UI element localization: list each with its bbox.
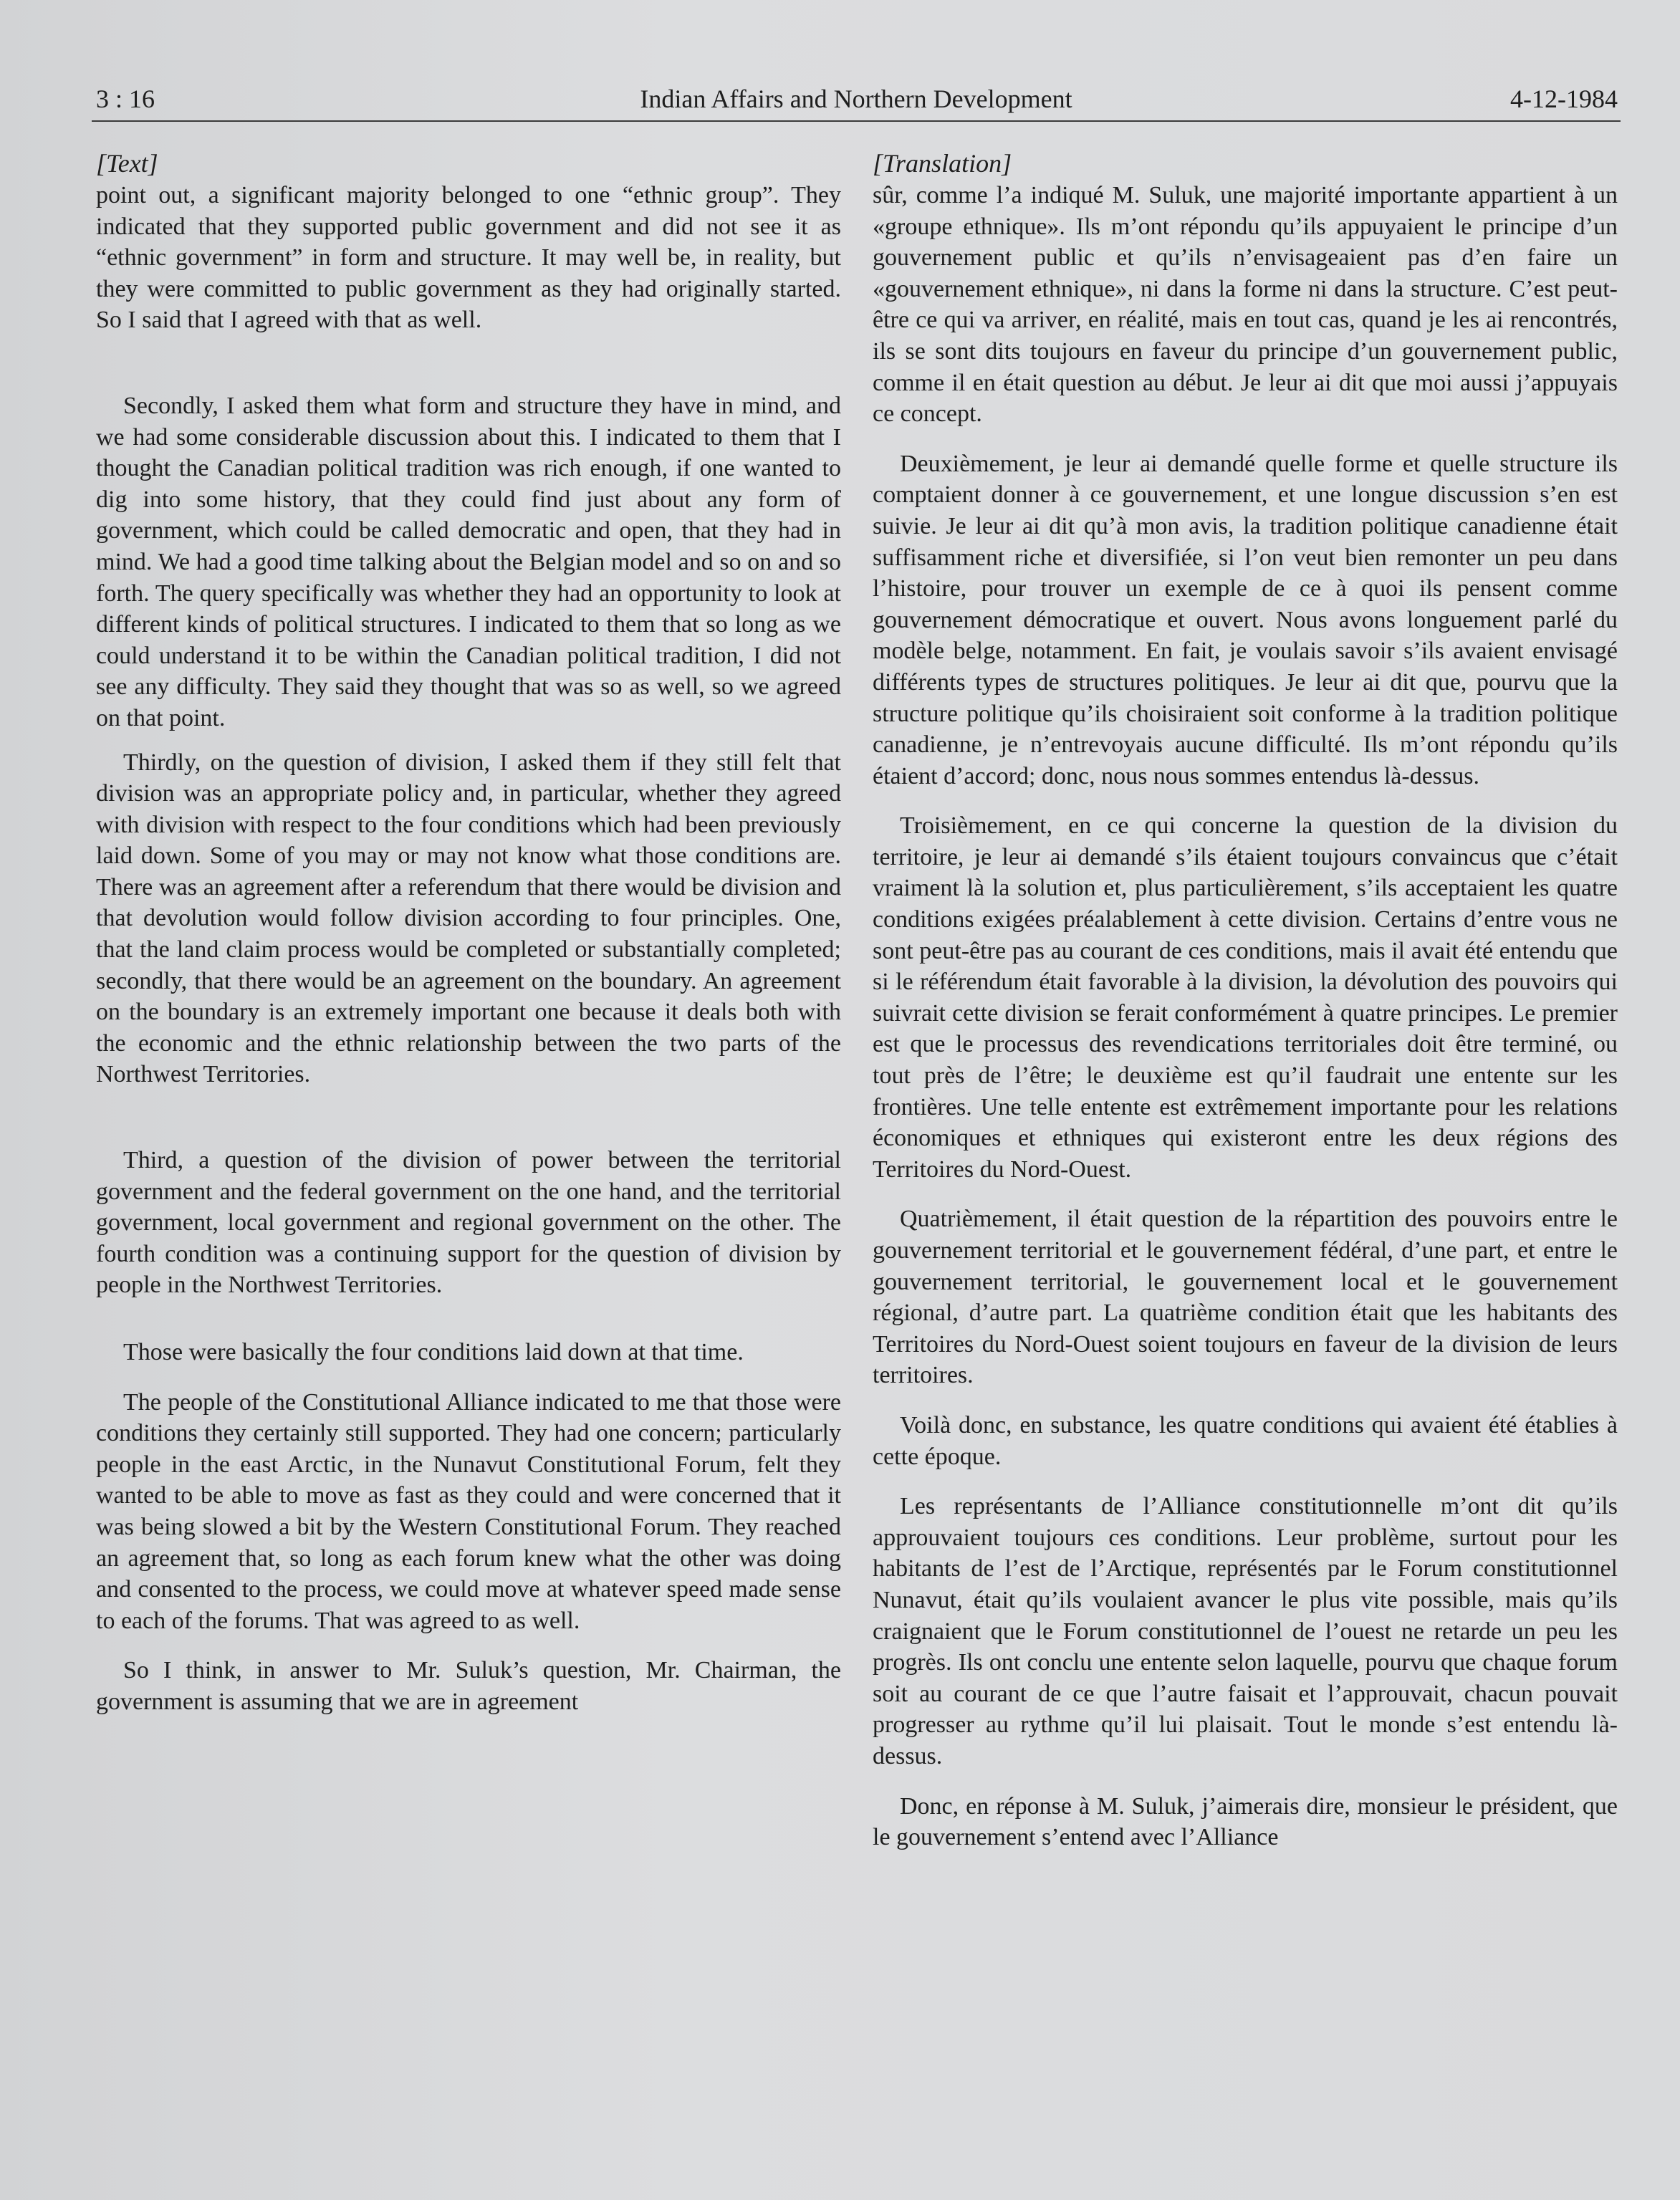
english-text-column <box>96 147 841 1718</box>
paragraph: sûr, comme l’a indiqué M. Suluk, une majorité importante appartient à un «groupe ethnique». Ils m’ont répondu qu’ils appuyaient le principe d’un gouvernement public et qu’ils n’envisageaient pas d’en faire un «gouvernement ethnique», ni dans la forme ni dans la structure. C’est peut-être ce qui va arriver, en réalité, mais en tout cas, quand je les ai rencontrés, ils se sont dits toujours en faveur du principe d’un gouvernement public, comme il en était question au début. Je leur ai dit que moi aussi j’appuyais ce concept. <box>873 182 1618 428</box>
paragraph: So I think, in answer to Mr. Suluk’s question, Mr. Chairman, the government is assuming that we are in agreement <box>96 1657 841 1715</box>
column-label-text: [Text] <box>96 149 158 178</box>
paragraph: Quatrièmement, il était question de la répartition des pouvoirs entre le gouvernement territorial et le gouvernement fédéral, d’une part, et entre le gouvernement territorial, le gouvernement local et le gouvernement régional, d’autre part. La quatrième condition était que les habitants des Territoires du Nord-Ouest soient toujours en faveur de la division de leurs territoires. <box>873 1206 1618 1389</box>
french-translation-column <box>873 147 1618 1853</box>
paragraph: point out, a significant majority belonged to one “ethnic group”. They indicated that they supported public government and did not see it as “ethnic government” in form and structure. It may well be, in reality, but they were committed to public government as they had originally started. So I said that I agreed with that as well. <box>96 182 841 334</box>
paragraph: Third, a question of the division of power between the territorial government and the federal government on the one hand, and the territorial government, local government and regional government on the other. The fourth condition was a continuing support for the question of division by people in the Northwest Territories. <box>96 1147 841 1299</box>
paragraph: Voilà donc, en substance, les quatre conditions qui avaient été établies à cette époque. <box>873 1411 1618 1470</box>
paragraph: Secondly, I asked them what form and structure they have in mind, and we had some considerable discussion about this. I indicated to them that I thought the Canadian political tradition was rich enough, if one wanted to dig into some history, that they could find just about any form of government, which could be called democratic and open, that they had in mind. We had a good time talking about the Belgian model and so on and so forth. The query specifically was whether they had an opportunity to look at different kinds of political structures. I indicated to them that so long as we could understand it to be within the Canadian political tradition, I did not see any difficulty. They said they thought that was so as well, so we agreed on that point. <box>96 392 841 731</box>
header-date: 4-12-1984 <box>1510 85 1618 113</box>
paragraph: Les représentants de l’Alliance constitutionnelle m’ont dit qu’ils approuvaient toujours ces conditions. Leur problème, surtout pour les habitants de l’est de l’Arctique, représentés par le Forum constitutionnel Nunavut, était qu’ils voulaient avancer le plus vite possible, mais qu’ils craignaient que le Forum constitutionnel de l’ouest ne retarde un peu les progrès. Ils ont conclu une entente selon laquelle, pourvu que chaque forum soit au courant de ce que l’autre faisait et l’approuvait, chacun pouvait progresser au rythme qu’il lui plaisait. Tout le monde s’est entendu là-dessus. <box>873 1493 1618 1769</box>
running-title: Indian Affairs and Northern Development <box>640 85 1072 113</box>
paragraph: Donc, en réponse à M. Suluk, j’aimerais dire, monsieur le président, que le gouvernement s’entend avec l’Alliance <box>873 1792 1618 1851</box>
paragraph: Those were basically the four conditions laid down at that time. <box>123 1339 744 1365</box>
page-number: 3 : 16 <box>96 85 155 113</box>
paragraph: The people of the Constitutional Alliance indicated to me that those were conditions they certainly still supported. They had one concern; particularly people in the east Arctic, in the Nunavut Constitutional Forum, felt they wanted to be able to move as fast as they could and were concerned that it was being slowed a bit by the Western Constitutional Forum. They reached an agreement that, so long as each forum knew what the other was doing and consented to the process, we could move at whatever speed made sense to each of the forums. That was agreed to as well. <box>96 1388 841 1634</box>
paragraph: Thirdly, on the question of division, I asked them if they still felt that division was an appropriate policy and, in particular, whether they agreed with division with respect to the four conditions which had been previously laid down. Some of you may or may not know what those conditions are. There was an agreement after a referendum that there would be division and that devolution would follow division according to four principles. One, that the land claim process would be completed or substantially completed; secondly, that there would be an agreement on the boundary. An agreement on the boundary is an extremely important one because it deals both with the economic and the ethnic relationship between the two parts of the Northwest Territories. <box>96 749 841 1088</box>
column-label-translation: [Translation] <box>873 149 1012 178</box>
paragraph: Troisièmement, en ce qui concerne la question de la division du territoire, je leur ai demandé s’ils étaient toujours convaincus que c’était vraiment là la solution et, plus particulièrement, s’ils acceptaient les quatre conditions exigées préalablement à cette division. Certains d’entre vous ne sont peut-être pas au courant de ces conditions, mais il avait été entendu que si le référendum était favorable à la division, la dévolution des pouvoirs qui suivrait cette division se ferait conformément à quatre principes. Le premier est que le processus des revendications territoriales doit être terminé, ou tout près de l’être; le deuxième est qu’il faudrait une entente sur les frontières. Une telle entente est extrêmement importante pour les relations économiques et ethniques qui existeront entre les deux régions des Territoires du Nord-Ouest. <box>873 812 1618 1183</box>
page-header <box>92 77 1621 122</box>
paragraph: Deuxièmement, je leur ai demandé quelle forme et quelle structure ils comptaient donner à ce gouvernement, et une longue discussion s’en est suivie. Je leur ai dit qu’à mon avis, la tradition politique canadienne était suffisamment riche et diversifiée, si l’on veut bien remonter un peu dans l’histoire, pour trouver un exemple de ce à quoi ils pensent comme gouvernement démocratique et ouvert. Nous avons longuement parlé du modèle belge, notamment. En fait, je voulais savoir s’ils avaient envisagé différents types de structures politiques. Je leur ai dit que, pourvu que la structure politique qu’ils choisiraient soit conforme à la tradition politique canadienne, je n’entrevoyais aucune difficulté. Ils m’ont répondu qu’ils étaient d’accord; donc, nous nous sommes entendus là-dessus. <box>873 450 1618 789</box>
